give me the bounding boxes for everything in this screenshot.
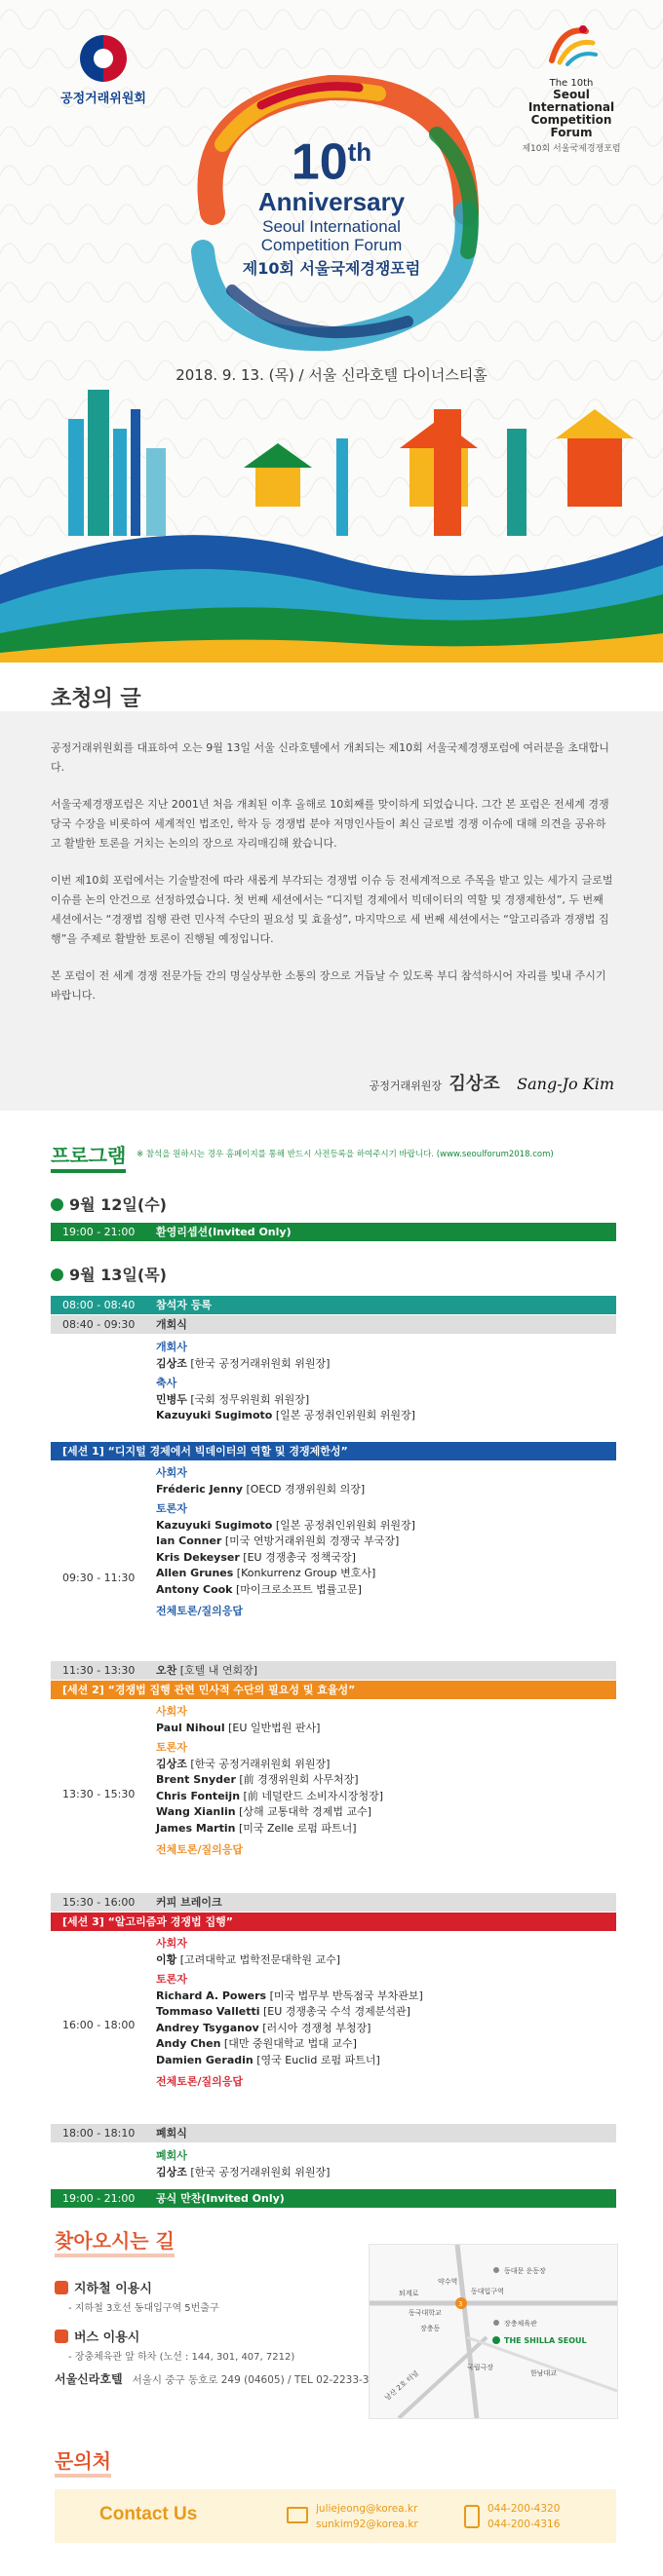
directions-title: 찾아오시는 길 (55, 2225, 175, 2254)
speaker-line (156, 1952, 614, 1969)
city-skyline-illustration (0, 351, 663, 663)
speaker-affiliation: [前 네덜란드 소비자시장청장] (240, 1789, 383, 1802)
ftc-name: 공정거래위원회 (60, 92, 146, 106)
speaker-name: Ian Conner (156, 1534, 222, 1547)
bus-icon (55, 2330, 68, 2343)
signer-name: 김상조 (448, 1074, 500, 1094)
hero-banner (0, 0, 663, 663)
speaker-line (156, 1582, 614, 1599)
speaker-line (156, 1989, 614, 2005)
speaker-name: Richard A. Powers (156, 1989, 267, 2002)
role-label: 폐회사 (156, 2149, 187, 2162)
speaker-line (156, 1821, 614, 1837)
row-label: 참석자 등록 (156, 1299, 212, 1311)
row-time: 11:30 - 13:30 (62, 1664, 136, 1677)
speaker-name: Damien Geradin (156, 2053, 254, 2066)
forum-logo-line1: The 10th (549, 78, 594, 89)
phone-number: 044-200-4320 (488, 2503, 561, 2515)
speaker-affiliation: [Konkurrenz Group 변호사] (233, 1567, 376, 1579)
subway-info: - 지하철 3호선 동대입구역 5번출구 (68, 2303, 219, 2314)
svg-text:THE SHILLA SEOUL: THE SHILLA SEOUL (504, 2336, 587, 2345)
forum-logo-line2: Seoul (553, 88, 590, 101)
speaker-line (156, 1566, 614, 1582)
svg-text:퇴계로: 퇴계로 (399, 2290, 419, 2297)
bus-label-text: 버스 이용시 (74, 2330, 140, 2345)
program-header (51, 1140, 554, 1168)
speaker-name: Antony Cook (156, 1582, 233, 1596)
phone-icon (464, 2505, 480, 2528)
row-label (156, 1661, 257, 1680)
role-label: 토론자 (156, 1973, 187, 1986)
svg-text:장충동: 장충동 (420, 2325, 441, 2332)
session2-time: 13:30 - 15:30 (62, 1788, 136, 1800)
contact-title: 문의처 (55, 2445, 111, 2474)
session3-title: [세션 3] “알고리즘과 경쟁법 집행” (62, 1915, 233, 1928)
day2-label-text: 9월 13일(목) (69, 1266, 167, 1284)
speaker-affiliation: [상해 교통대학 경제법 교수] (235, 1805, 372, 1818)
contact-label: Contact Us (99, 2504, 198, 2524)
day1-label-text: 9월 12일(수) (69, 1195, 167, 1214)
svg-text:국립극장: 국립극장 (467, 2364, 494, 2371)
qa-label: 전체토론/질의응답 (156, 1605, 244, 1617)
speaker-affiliation: [고려대학교 법학전문대학원 교수] (176, 1952, 341, 1966)
invitation-paragraph: 이번 제10회 포럼에서는 기술발전에 따라 새롭게 부각되는 경쟁법 이슈 등 전세계적으로 주목을 받고 있는 세가지 글로벌 이슈를 논의 안건으로 선정하였습니다. 첫 번째 세션에서는 “디지털 경제에서 빅데이터의 역할 및 경쟁제한성”, 두 번째 세션에서는 “경쟁법 집행 관련 민사적 수단의 필요성 및 효율성”, 마지막으로 세 번째 세션에서는 “알고리즘과 경쟁법 집행”을 주제로 활발한 토론이 진행될 예정입니다. (51, 874, 613, 945)
speaker-line (156, 2036, 614, 2053)
row-label: 개회식 (156, 1318, 187, 1331)
speaker-affiliation: [마이크로소프트 법률고문] (232, 1582, 362, 1596)
forum-logo-line4: Competition Forum (530, 113, 612, 139)
speaker-name: 김상조 (156, 2165, 187, 2178)
invitation-body (51, 739, 616, 1023)
row-label: 폐회식 (156, 2127, 187, 2140)
session1-speakers (156, 1461, 614, 1620)
day1-label (51, 1193, 167, 1215)
forum-name-en-1: Seoul International (262, 217, 401, 237)
handwritten-signature: Sang-Jo Kim (517, 1075, 614, 1093)
speaker-name: Allen Grunes (156, 1567, 234, 1579)
lunch-place: [호텔 내 연회장] (176, 1664, 258, 1677)
speaker-affiliation: [EU 경쟁총국 수석 경제분석관] (259, 2005, 410, 2018)
role-label: 사회자 (156, 1705, 187, 1718)
svg-text:동대입구역: 동대입구역 (471, 2288, 504, 2295)
invitation-box (0, 711, 663, 1111)
session3-bar (51, 1913, 616, 1931)
bus-info: - 장충체육관 앞 하차 (노선 : 144, 301, 407, 7212) (68, 2352, 295, 2363)
row-label: 커피 브레이크 (156, 1896, 222, 1909)
signer-title: 공정거래위원장 (369, 1080, 442, 1092)
role-label: 사회자 (156, 1937, 187, 1950)
svg-text:남산 2호 터널: 남산 2호 터널 (383, 2368, 421, 2403)
speaker-name: Andrey Tsyganov (156, 2021, 259, 2034)
row-time: 19:00 - 21:00 (62, 1226, 136, 1238)
speaker-affiliation: [국회 정무위원회 위원장] (186, 1392, 310, 1406)
contact-phones (488, 2501, 560, 2532)
event-date-venue: 2018. 9. 13. (목) / 서울 신라호텔 다이너스티홀 (176, 366, 488, 384)
subway-label (55, 2278, 152, 2296)
speaker-line (156, 2021, 614, 2037)
speaker-line (156, 1408, 614, 1424)
subway-icon (55, 2281, 68, 2294)
speaker-affiliation: [미국 연방거래위원회 경쟁국 부국장] (221, 1534, 400, 1547)
dinner-row (51, 2189, 616, 2208)
role-label: 사회자 (156, 1466, 187, 1479)
speaker-name: Tommaso Valletti (156, 2005, 260, 2018)
speaker-line (156, 1721, 614, 1737)
speaker-affiliation: [대만 중원대학교 법대 교수] (220, 2037, 357, 2050)
anniversary-number-sup: th (347, 137, 372, 167)
subway-label-text: 지하철 이용시 (74, 2282, 152, 2296)
speaker-name: James Martin (156, 1821, 236, 1835)
svg-text:동국대학교: 동국대학교 (409, 2309, 442, 2317)
svg-text:약수역: 약수역 (438, 2278, 458, 2286)
day1-reception-row (51, 1223, 616, 1241)
speaker-affiliation: [OECD 경쟁위원회 의장] (242, 1482, 366, 1496)
speaker-line (156, 2004, 614, 2021)
speaker-affiliation: [일본 공정취인위원회 위원장] (272, 1409, 415, 1421)
speaker-affiliation: [영국 Euclid 로펌 파트너] (253, 2053, 380, 2066)
phone-number: 044-200-4316 (488, 2519, 561, 2530)
opening-speakers (156, 1336, 614, 1424)
speaker-line (156, 1534, 614, 1550)
speaker-line (156, 1482, 614, 1498)
qa-label: 전체토론/질의응답 (156, 1843, 244, 1856)
speaker-line (156, 1789, 614, 1805)
lunch-label: 오찬 (156, 1664, 177, 1677)
speaker-affiliation: [미국 Zelle 로펌 파트너] (235, 1821, 357, 1835)
lunch-row (51, 1661, 616, 1680)
speaker-line (156, 2165, 614, 2181)
session2-bar (51, 1681, 616, 1699)
speaker-affiliation: [러시아 경쟁청 부청장] (258, 2021, 371, 2034)
speaker-name: Andy Chen (156, 2037, 221, 2050)
row-time: 18:00 - 18:10 (62, 2127, 136, 2140)
speaker-line (156, 1550, 614, 1567)
invitation-paragraph: 공정거래위원회를 대표하여 오는 9월 13일 서울 신라호텔에서 개최되는 제10회 서울국제경쟁포럼에 여러분을 초대합니다. (51, 741, 609, 774)
row-label: 환영리셉션(Invited Only) (156, 1226, 292, 1238)
session2-title: [세션 2] “경쟁법 집행 관련 민사적 수단의 필요성 및 효율성” (62, 1684, 356, 1696)
location-map (369, 2244, 618, 2419)
qa-label: 전체토론/질의응답 (156, 2075, 244, 2088)
speaker-line (156, 1392, 614, 1409)
svg-text:동대문 운동장: 동대문 운동장 (504, 2267, 546, 2275)
ftc-emblem-icon (80, 35, 127, 82)
row-time: 15:30 - 16:00 (62, 1896, 136, 1909)
session1-bar (51, 1442, 616, 1460)
email-link[interactable]: sunkim92@korea.kr (316, 2519, 418, 2530)
hotel-info (55, 2370, 389, 2387)
anniversary-title (0, 127, 663, 279)
hotel-address: 서울시 중구 동호로 249 (04605) / TEL 02-2233-3131 (132, 2374, 389, 2386)
speaker-name: 민병두 (156, 1392, 187, 1406)
row-time: 08:40 - 09:30 (62, 1318, 136, 1331)
program-title: 프로그램 (51, 1140, 126, 1168)
session1-time: 09:30 - 11:30 (62, 1572, 136, 1584)
speaker-affiliation: [한국 공정거래위원회 위원장] (186, 1757, 331, 1770)
day2-label (51, 1263, 167, 1285)
speaker-affiliation: [EU 일반법원 판사] (224, 1721, 321, 1734)
speaker-affiliation: [한국 공정거래위원회 위원장] (186, 1356, 331, 1370)
hotel-name: 서울신라호텔 (55, 2372, 123, 2386)
speaker-affiliation: [한국 공정거래위원회 위원장] (186, 2165, 331, 2178)
opening-row (51, 1315, 616, 1334)
speaker-line (156, 1772, 614, 1789)
speaker-name: Chris Fonteijn (156, 1789, 241, 1802)
email-link[interactable]: juliejeong@korea.kr (316, 2503, 418, 2515)
speaker-line (156, 2053, 614, 2069)
signature-block (370, 1070, 614, 1095)
contact-box (55, 2489, 616, 2543)
anniversary-number-text: 10 (291, 133, 348, 191)
anniversary-word: Anniversary (257, 187, 406, 217)
speaker-line (156, 1518, 614, 1534)
speaker-line (156, 1804, 614, 1821)
row-time: 08:00 - 08:40 (62, 1299, 136, 1311)
contact-emails (316, 2501, 418, 2532)
forum-mark-icon (542, 21, 601, 72)
speaker-affiliation: [EU 경쟁총국 정책국장] (239, 1550, 356, 1564)
speaker-name: Kris Dekeyser (156, 1550, 240, 1564)
ftc-logo (45, 35, 162, 106)
forum-name-en-2: Competition Forum (260, 236, 403, 255)
svg-text:한남대교: 한남대교 (530, 2369, 558, 2377)
invitation-title: 초청의 글 (51, 682, 141, 712)
speaker-affiliation: [前 경쟁위원회 사무처장] (235, 1773, 359, 1786)
role-label: 축사 (156, 1377, 177, 1389)
speaker-name: 김상조 (156, 1757, 187, 1770)
invitation-paragraph: 본 포럼이 전 세계 경쟁 전문가들 간의 명실상부한 소통의 장으로 거듭날 수 있도록 부디 참석하시어 자리를 빛내 주시기 바랍니다. (51, 969, 606, 1002)
clock-icon (51, 1269, 63, 1281)
closing-speakers (156, 2144, 614, 2180)
program-registration-note: ※ 참석을 원하시는 경우 홈페이지를 통해 반드시 사전등록을 하여주시기 바랍니다. (www.seoulforum2018.com) (136, 1150, 554, 1159)
forum-logo-line3: International (527, 100, 615, 114)
clock-icon (51, 1198, 63, 1211)
speaker-line (156, 1757, 614, 1773)
bus-label (55, 2327, 139, 2345)
speaker-line (156, 1356, 614, 1373)
speaker-name: 김상조 (156, 1356, 187, 1370)
session1-title: [세션 1] “디지털 경제에서 빅데이터의 역할 및 경쟁제한성” (62, 1445, 348, 1458)
invitation-paragraph: 서울국제경쟁포럼은 지난 2001년 처음 개최된 이후 올해로 10회째를 맞이하게 되었습니다. 그간 본 포럼은 전세계 경쟁당국 수장을 비롯하여 세계적인 법조인, 학자 등 경쟁법 분야 저명인사들이 최신 글로벌 경쟁 이슈에 대해 의견을 공유하고 활발한 토론을 거치는 논의의 장으로 자리매김해 왔습니다. (51, 798, 609, 850)
row-time: 19:00 - 21:00 (62, 2192, 136, 2205)
role-label: 토론자 (156, 1741, 187, 1754)
svg-text:3: 3 (458, 2300, 463, 2308)
session3-time: 16:00 - 18:00 (62, 2019, 136, 2031)
closing-row (51, 2124, 616, 2142)
speaker-affiliation: [일본 공정취인위원회 위원장] (272, 1518, 415, 1532)
mail-icon (287, 2507, 308, 2523)
speaker-name: Wang Xianlin (156, 1805, 236, 1818)
speaker-name: Brent Snyder (156, 1773, 236, 1786)
row-label: 공식 만찬(Invited Only) (156, 2192, 285, 2205)
speaker-affiliation: [미국 법무부 반독점국 부차관보] (266, 1989, 423, 2002)
session2-speakers (156, 1700, 614, 1859)
speaker-name: 이황 (156, 1952, 177, 1966)
registration-row (51, 1296, 616, 1314)
speaker-name: Kazuyuki Sugimoto (156, 1409, 273, 1421)
speaker-name: Fréderic Jenny (156, 1482, 243, 1496)
speaker-name: Kazuyuki Sugimoto (156, 1518, 273, 1532)
speaker-name: Paul Nihoul (156, 1721, 225, 1734)
anniversary-number (0, 127, 663, 191)
svg-text:장충체육관: 장충체육관 (504, 2320, 537, 2328)
session3-speakers (156, 1932, 614, 2091)
forum-logo-line5: 제10회 서울국제경쟁포럼 (522, 144, 621, 154)
role-label: 개회사 (156, 1341, 187, 1353)
forum-name-ko: 제10회 서울국제경쟁포럼 (242, 259, 421, 279)
role-label: 토론자 (156, 1502, 187, 1515)
coffee-row (51, 1893, 616, 1912)
